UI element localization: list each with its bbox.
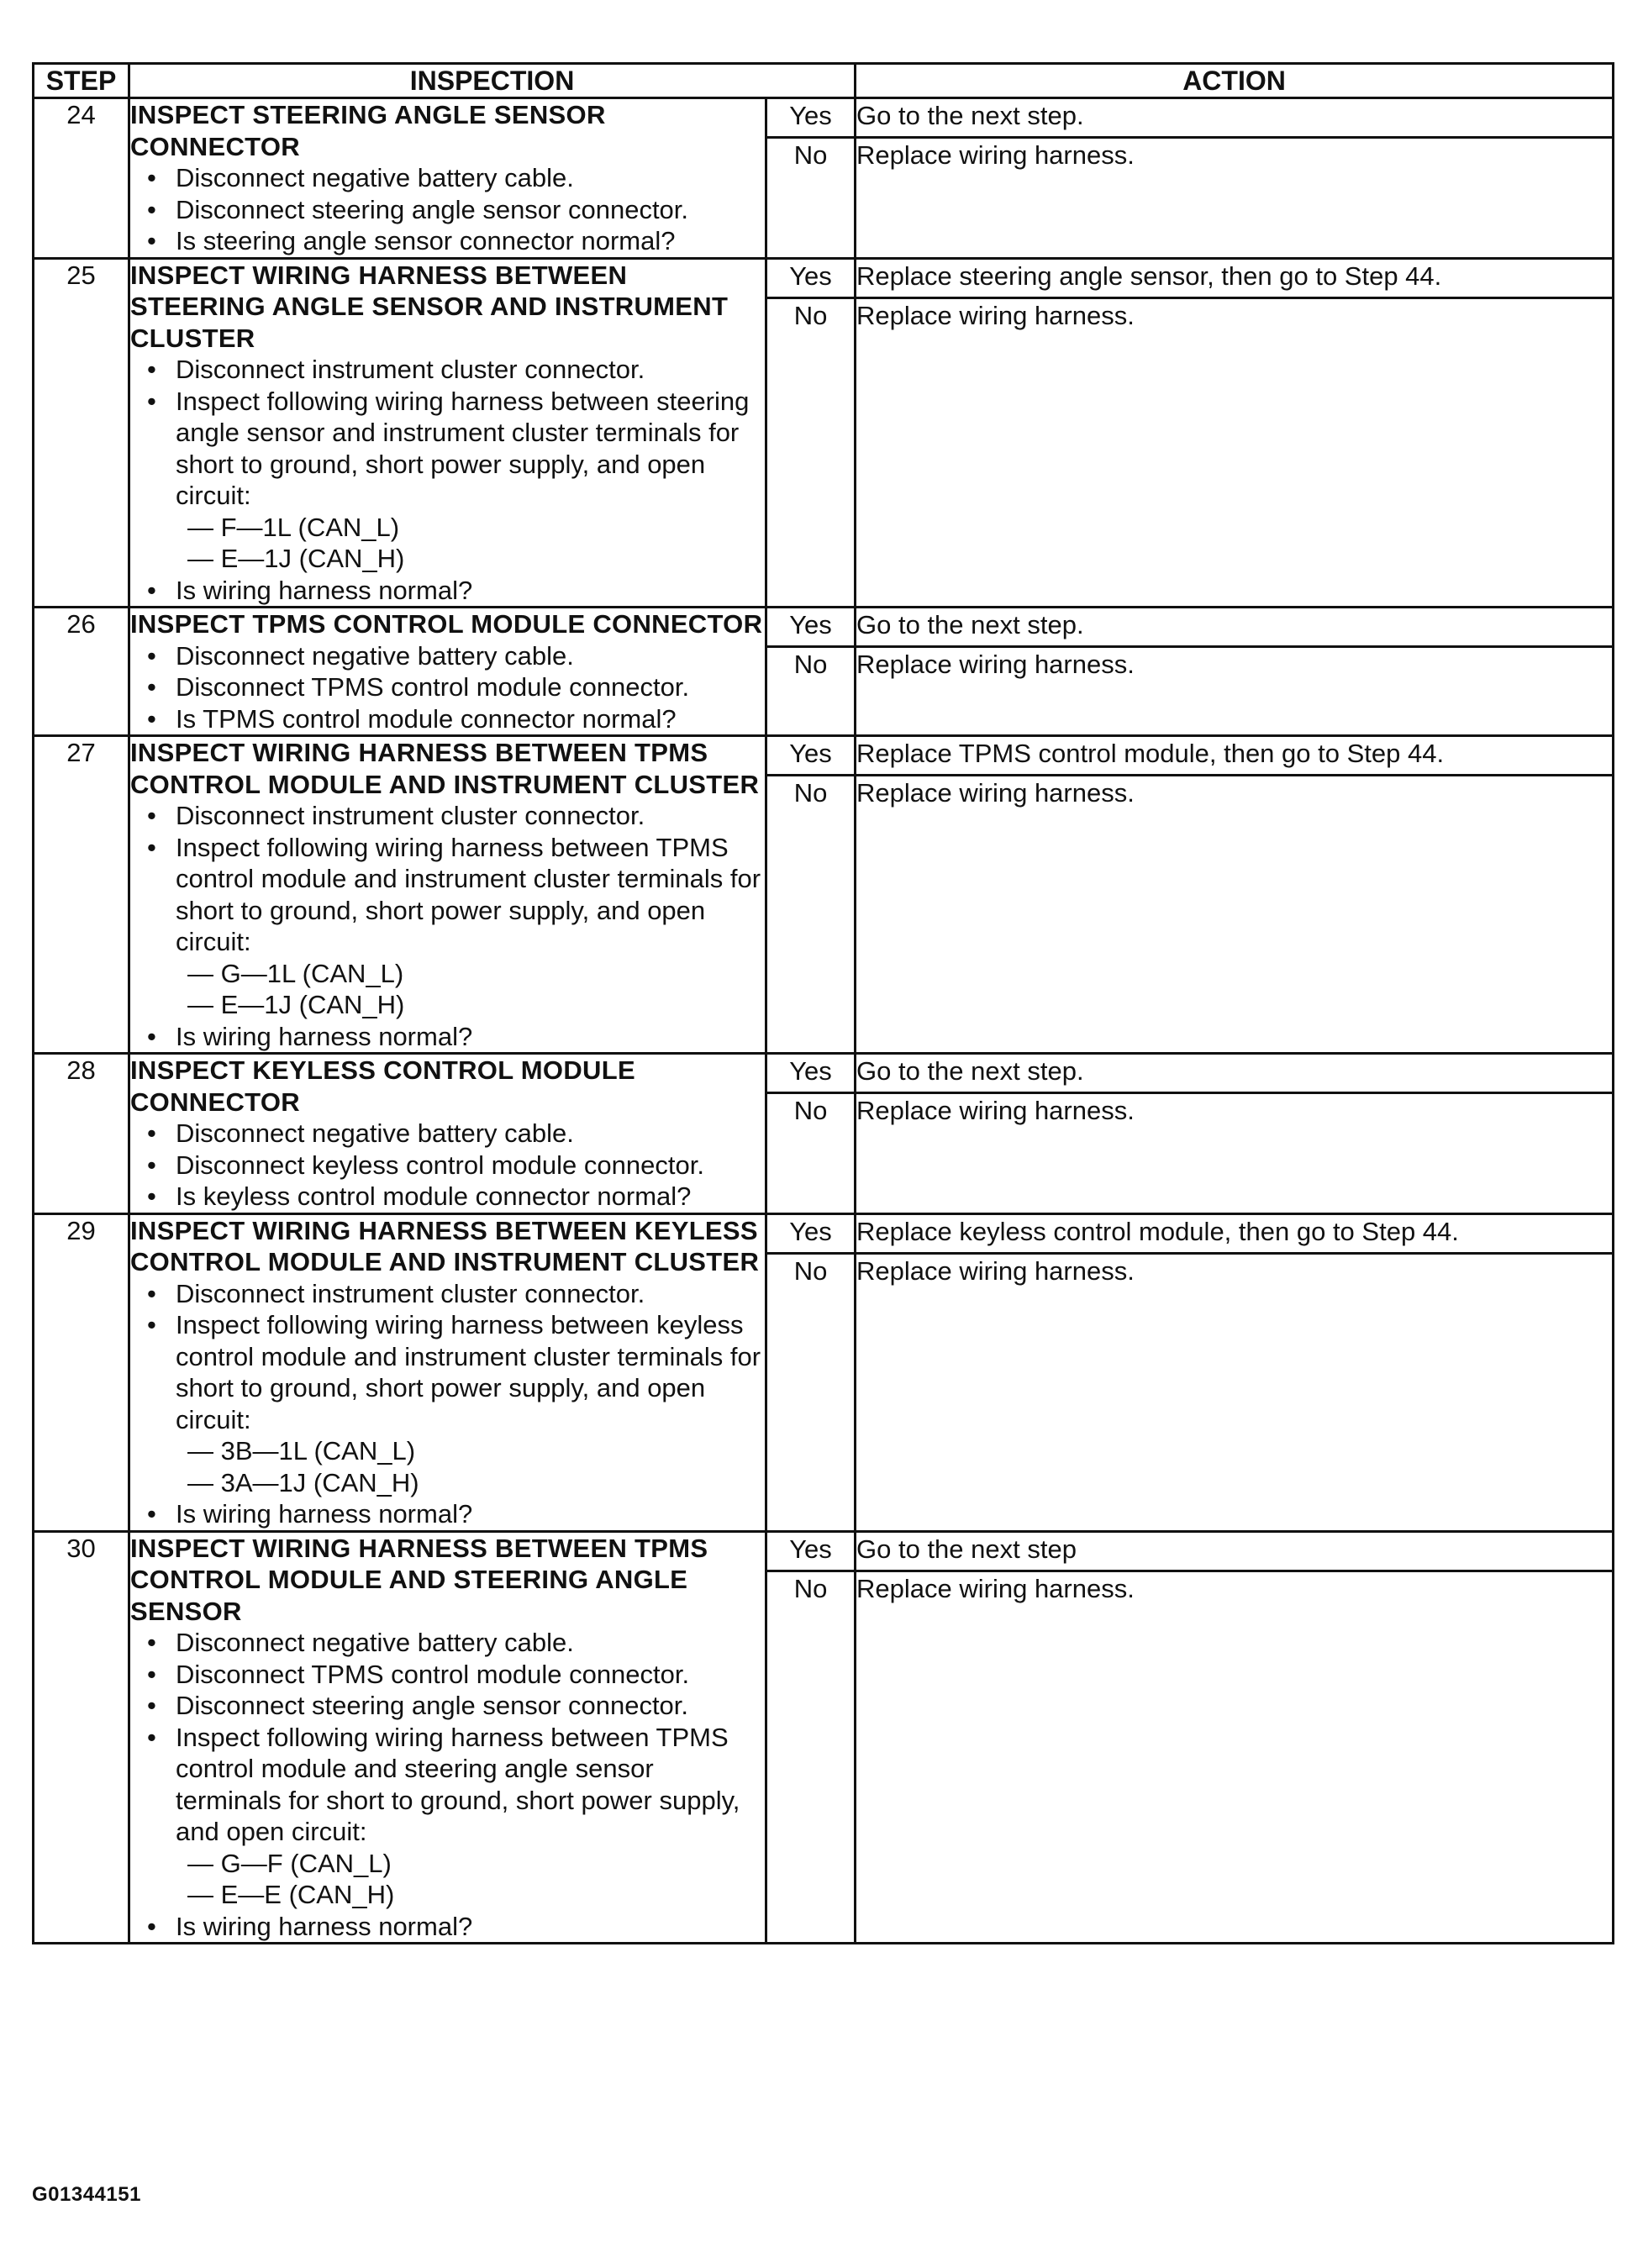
inspection-items	[130, 162, 765, 257]
inspection-item-text: Disconnect steering angle sensor connector.	[176, 194, 689, 224]
inspection-item	[130, 1118, 765, 1150]
no-label: No	[766, 297, 856, 608]
inspection-item	[130, 832, 765, 1021]
step-number: 26	[34, 608, 129, 736]
inspection-item-text: Disconnect instrument cluster connector.	[176, 355, 645, 384]
inspection-title: INSPECT WIRING HARNESS BETWEEN STEERING ANGLE SENSOR AND INSTRUMENT CLUSTER	[130, 260, 729, 353]
inspection-items	[130, 1118, 765, 1213]
inspection-item	[130, 671, 765, 703]
inspection-item-text: Disconnect negative battery cable.	[176, 1628, 574, 1657]
no-label: No	[766, 1253, 856, 1531]
step-row-yes	[34, 1531, 1614, 1571]
inspection-item-text: Is keyless control module connector normal?	[176, 1181, 692, 1211]
inspection-item	[130, 1021, 765, 1053]
inspection-item	[130, 1150, 765, 1181]
yes-action: Go to the next step	[856, 1531, 1614, 1571]
inspection-item-text: Disconnect instrument cluster connector.	[176, 801, 645, 830]
diagnostic-procedure-sheet	[32, 62, 1612, 1944]
terminal-pair: — E—1J (CAN_H)	[187, 990, 405, 1019]
terminal-pair: — F—1L (CAN_L)	[187, 512, 400, 542]
no-action: Replace wiring harness.	[856, 1093, 1614, 1214]
inspection-cell	[129, 736, 766, 1054]
inspection-item	[130, 194, 765, 226]
inspection-item-text: Disconnect negative battery cable.	[176, 163, 574, 192]
terminal-pair: — E—E (CAN_H)	[187, 1880, 395, 1909]
inspection-title: INSPECT WIRING HARNESS BETWEEN KEYLESS CONTROL MODULE AND INSTRUMENT CLUSTER	[130, 1215, 760, 1276]
no-action: Replace wiring harness.	[856, 647, 1614, 736]
inspection-item-text: Disconnect instrument cluster connector.	[176, 1278, 645, 1308]
step-number: 25	[34, 258, 129, 608]
inspection-item	[130, 1309, 765, 1498]
inspection-item	[130, 1627, 765, 1659]
inspection-items	[130, 800, 765, 1052]
terminal-pair: — E—1J (CAN_H)	[187, 544, 405, 573]
inspection-item-text: Is wiring harness normal?	[176, 575, 473, 605]
inspection-cell	[129, 608, 766, 736]
terminal-pair: — 3A—1J (CAN_H)	[187, 1467, 419, 1497]
inspection-item	[130, 703, 765, 735]
no-label: No	[766, 776, 856, 1054]
inspection-item	[130, 1498, 765, 1530]
inspection-item-text: Inspect following wiring harness between steering angle sensor and instrument cluster terminals for short to ground, short power supply, and open circuit:	[176, 386, 750, 510]
step-row-yes	[34, 258, 1614, 297]
inspection-item-text: Disconnect negative battery cable.	[176, 1118, 574, 1148]
terminal-pair: — G—1L (CAN_L)	[187, 958, 404, 988]
diagnostic-table	[32, 62, 1614, 1944]
yes-label: Yes	[766, 258, 856, 297]
inspection-item-text: Disconnect steering angle sensor connector.	[176, 1691, 689, 1720]
terminal-list	[176, 1435, 765, 1498]
yes-action: Replace steering angle sensor, then go to Step 44.	[856, 258, 1614, 297]
action-column-header: ACTION	[856, 64, 1614, 98]
inspection-item	[130, 1659, 765, 1691]
step-row-yes	[34, 608, 1614, 647]
step-number: 29	[34, 1213, 129, 1531]
inspection-item-text: Is wiring harness normal?	[176, 1911, 473, 1941]
inspection-item-text: Disconnect TPMS control module connector.	[176, 672, 690, 702]
inspection-item	[130, 640, 765, 672]
terminal-pair: — G—F (CAN_L)	[187, 1848, 392, 1878]
step-number: 27	[34, 736, 129, 1054]
inspection-item	[130, 162, 765, 194]
yes-action: Replace TPMS control module, then go to Step 44.	[856, 736, 1614, 776]
yes-label: Yes	[766, 1054, 856, 1093]
inspection-item	[130, 1911, 765, 1943]
terminal-list	[176, 1848, 765, 1911]
inspection-item-text: Is TPMS control module connector normal?	[176, 703, 677, 734]
inspection-item-text: Inspect following wiring harness between TPMS control module and steering angle sensor terminals for short to ground, short power supply, and open circuit:	[176, 1722, 740, 1846]
no-label: No	[766, 1093, 856, 1214]
inspection-items	[130, 1627, 765, 1942]
no-action: Replace wiring harness.	[856, 1253, 1614, 1531]
inspection-item	[130, 800, 765, 832]
inspection-item-text: Inspect following wiring harness between TPMS control module and instrument cluster terminals for short to ground, short power supply, and open circuit:	[176, 832, 761, 956]
inspection-title: INSPECT WIRING HARNESS BETWEEN TPMS CONTROL MODULE AND INSTRUMENT CLUSTER	[130, 738, 760, 799]
inspection-item-text: Inspect following wiring harness between keyless control module and instrument cluster terminals for short to ground, short power supply, and open circuit:	[176, 1310, 761, 1434]
inspection-cell	[129, 1213, 766, 1531]
inspection-item-text: Disconnect keyless control module connector.	[176, 1150, 704, 1180]
inspection-cell	[129, 98, 766, 259]
no-action: Replace wiring harness.	[856, 138, 1614, 259]
inspection-item	[130, 354, 765, 386]
inspection-title: INSPECT WIRING HARNESS BETWEEN TPMS CONTROL MODULE AND STEERING ANGLE SENSOR	[130, 1533, 708, 1626]
inspection-item-text: Is wiring harness normal?	[176, 1499, 473, 1529]
inspection-column-header: INSPECTION	[129, 64, 856, 98]
inspection-item	[130, 1278, 765, 1310]
step-row-yes	[34, 1213, 1614, 1253]
terminal-list	[176, 512, 765, 575]
inspection-item	[130, 575, 765, 607]
yes-action: Go to the next step.	[856, 1054, 1614, 1093]
inspection-cell	[129, 1054, 766, 1214]
no-action: Replace wiring harness.	[856, 1571, 1614, 1944]
inspection-item-text: Disconnect TPMS control module connector.	[176, 1659, 690, 1689]
yes-action: Go to the next step.	[856, 98, 1614, 138]
no-action: Replace wiring harness.	[856, 776, 1614, 1054]
step-number: 30	[34, 1531, 129, 1944]
inspection-items	[130, 354, 765, 606]
yes-label: Yes	[766, 1213, 856, 1253]
step-number: 24	[34, 98, 129, 259]
inspection-title: INSPECT TPMS CONTROL MODULE CONNECTOR	[130, 609, 763, 639]
inspection-item	[130, 1690, 765, 1722]
no-label: No	[766, 647, 856, 736]
step-row-yes	[34, 98, 1614, 138]
terminal-pair: — 3B—1L (CAN_L)	[187, 1436, 416, 1466]
yes-label: Yes	[766, 98, 856, 138]
header-row	[34, 64, 1614, 98]
inspection-cell	[129, 258, 766, 608]
yes-action: Replace keyless control module, then go to Step 44.	[856, 1213, 1614, 1253]
yes-label: Yes	[766, 736, 856, 776]
yes-label: Yes	[766, 608, 856, 647]
inspection-item	[130, 386, 765, 575]
inspection-item	[130, 225, 765, 257]
figure-id: G01344151	[32, 2183, 141, 2206]
no-label: No	[766, 1571, 856, 1944]
step-row-yes	[34, 1054, 1614, 1093]
inspection-item	[130, 1181, 765, 1213]
step-column-header: STEP	[34, 64, 129, 98]
inspection-items	[130, 640, 765, 735]
inspection-item-text: Is steering angle sensor connector normal?	[176, 226, 676, 255]
yes-label: Yes	[766, 1531, 856, 1571]
inspection-item	[130, 1722, 765, 1911]
inspection-title: INSPECT STEERING ANGLE SENSOR CONNECTOR	[130, 100, 606, 161]
inspection-item-text: Is wiring harness normal?	[176, 1021, 473, 1051]
inspection-title: INSPECT KEYLESS CONTROL MODULE CONNECTOR	[130, 1055, 635, 1117]
table-body	[34, 98, 1614, 1944]
inspection-cell	[129, 1531, 766, 1944]
inspection-item-text: Disconnect negative battery cable.	[176, 640, 574, 671]
step-number: 28	[34, 1054, 129, 1214]
terminal-list	[176, 958, 765, 1021]
inspection-items	[130, 1278, 765, 1530]
yes-action: Go to the next step.	[856, 608, 1614, 647]
no-action: Replace wiring harness.	[856, 297, 1614, 608]
step-row-yes	[34, 736, 1614, 776]
no-label: No	[766, 138, 856, 259]
